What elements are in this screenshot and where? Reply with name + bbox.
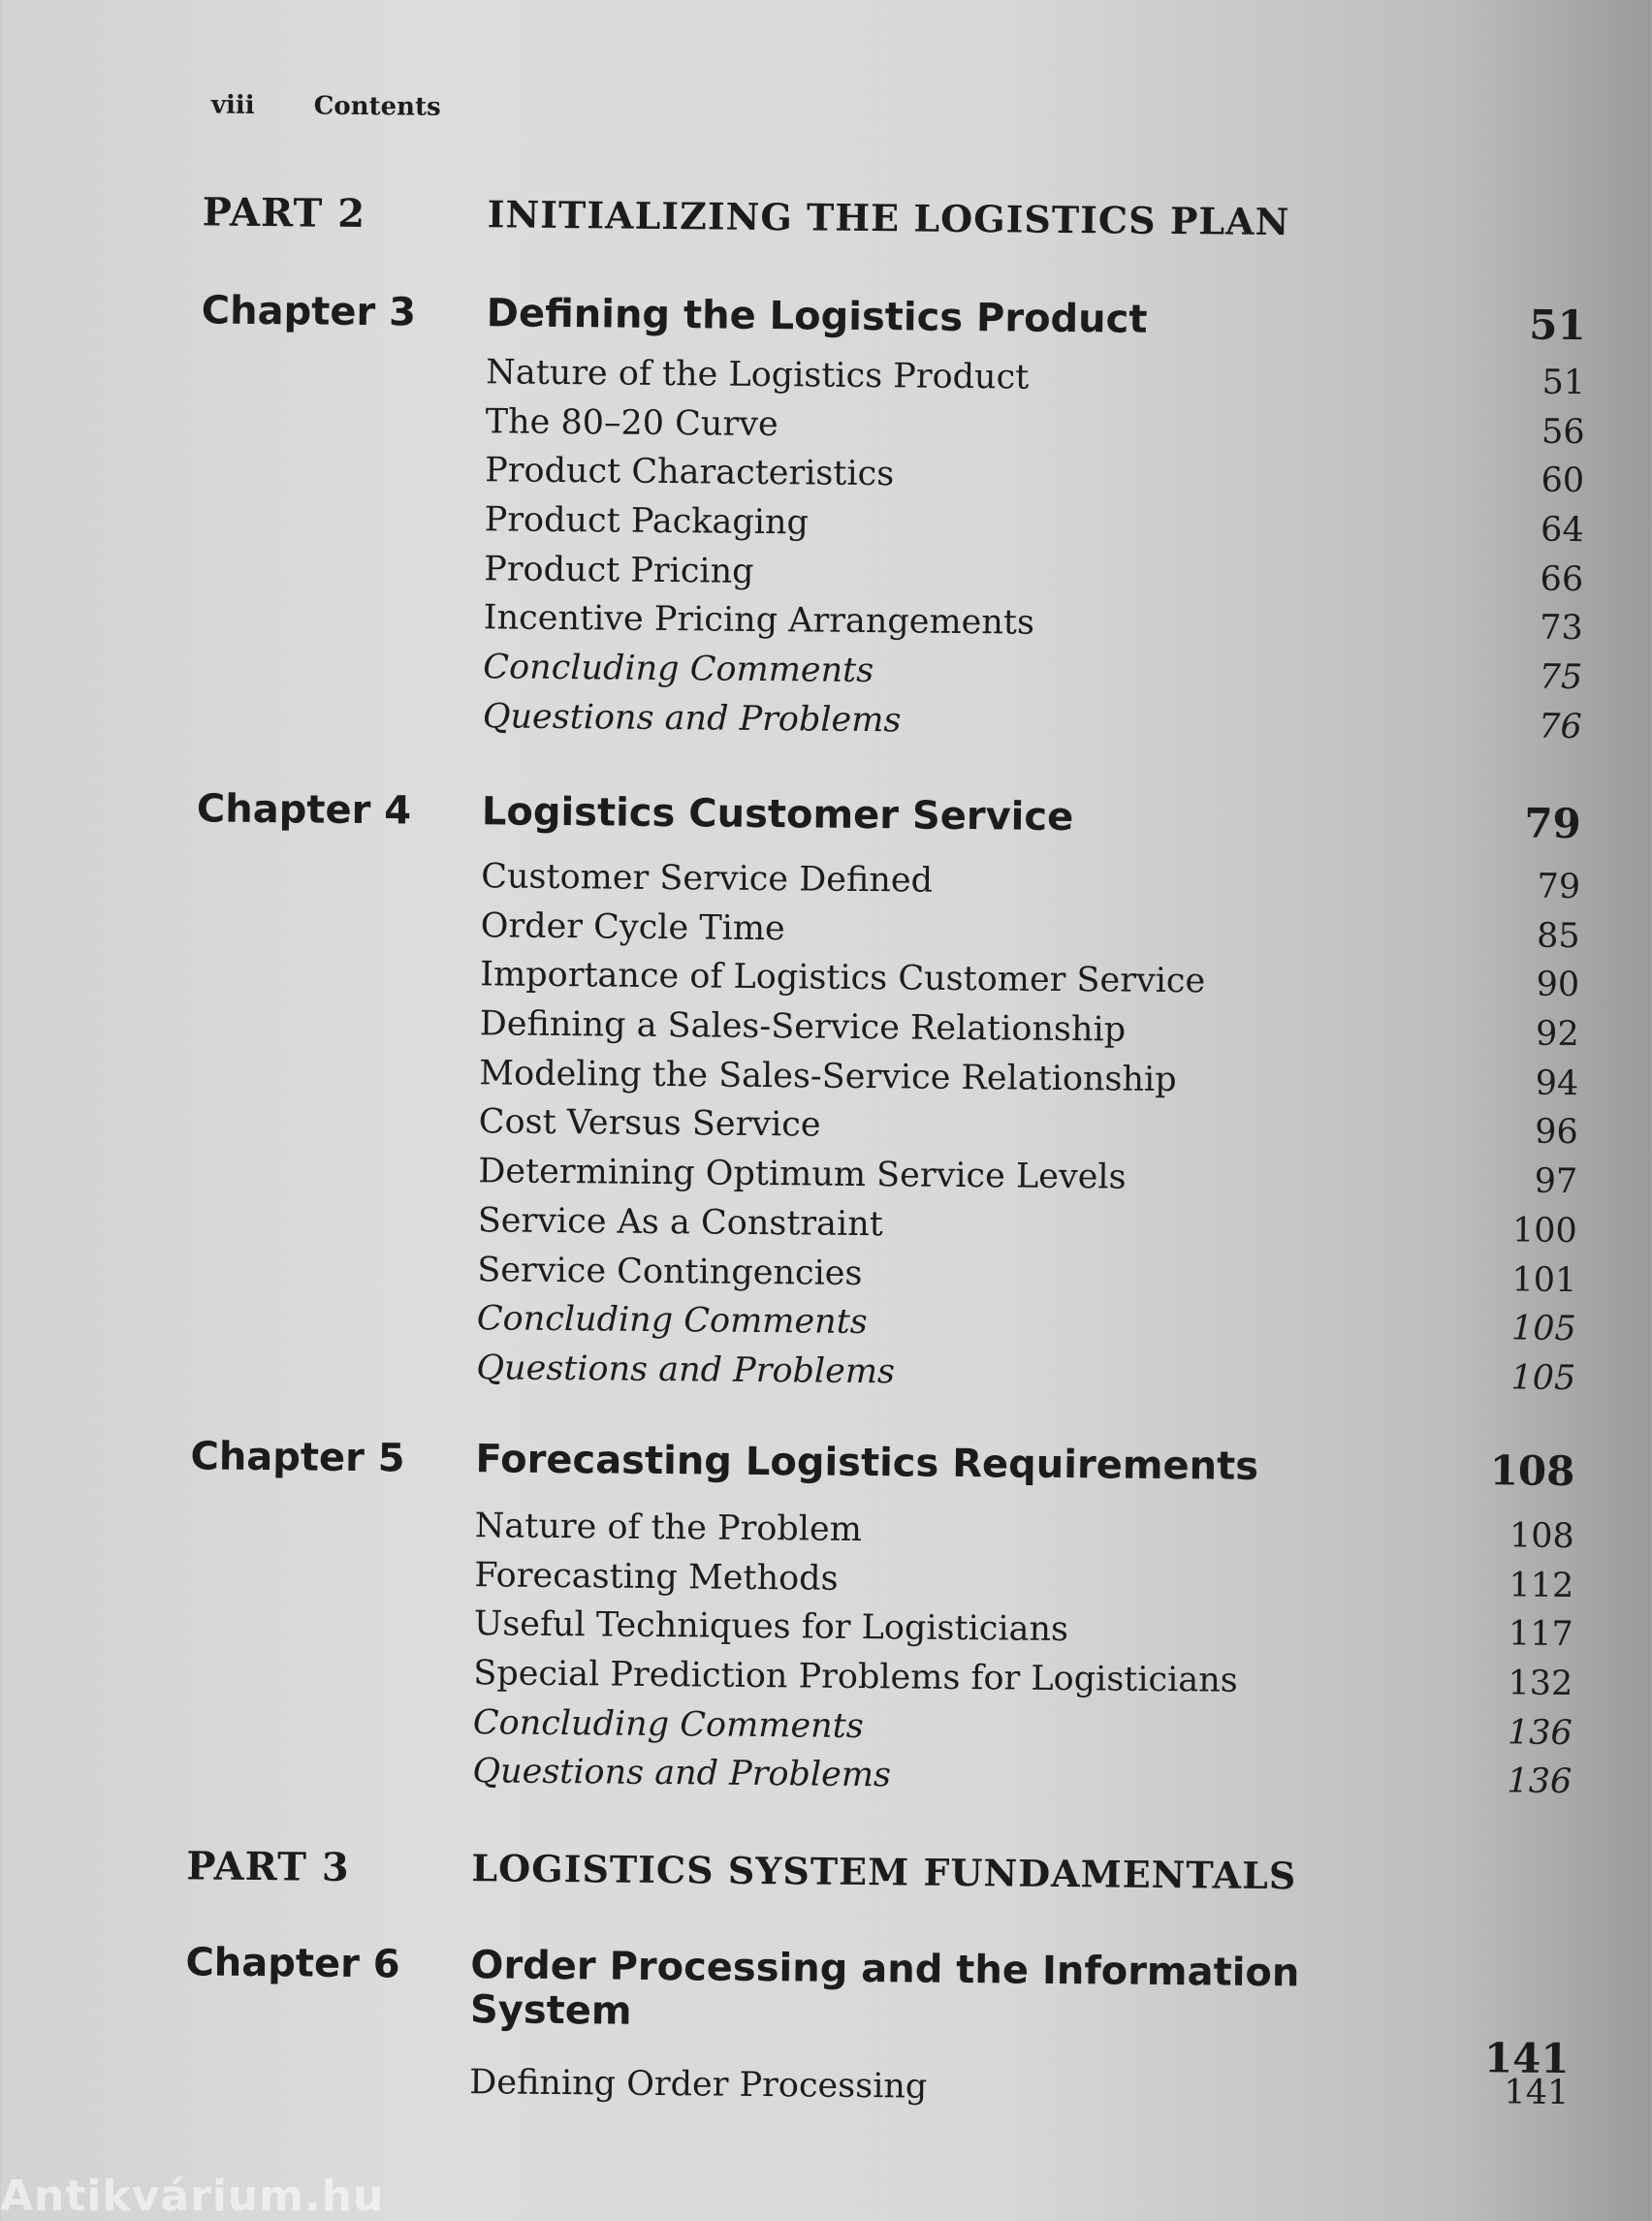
page-folio: viii <box>210 90 255 120</box>
chapter-6-entries <box>0 2058 1642 2123</box>
chapter-page-number: 79 <box>1524 799 1582 848</box>
entry-title: Incentive Pricing Arrangements <box>483 598 1035 644</box>
chapter-4-entries <box>0 852 1652 1409</box>
chapter-title: Forecasting Logistics Requirements <box>475 1437 1259 1489</box>
entry-page-number: 64 <box>1540 510 1584 551</box>
entry-page-number: 73 <box>1539 609 1583 649</box>
chapter-label: Chapter 5 <box>190 1434 405 1481</box>
chapter-3-entries <box>4 348 1652 757</box>
entry-title: Service Contingencies <box>477 1250 863 1293</box>
entry-title: Defining a Sales-Service Relationship <box>479 1004 1127 1050</box>
part-title: INITIALIZING THE LOGISTICS PLAN <box>487 192 1290 244</box>
chapter-page-number: 141 <box>1483 2034 1570 2083</box>
chapter-title: Order Processing and the Information System <box>469 1943 1300 2034</box>
chapter-6-heading <box>0 1938 1644 2083</box>
entry-title: Nature of the Problem <box>474 1507 863 1550</box>
entry-title: Modeling the Sales-Service Relationship <box>479 1053 1177 1099</box>
entry-title: Product Packaging <box>484 500 810 543</box>
part-2-heading <box>9 188 1652 244</box>
chapter-title: Logistics Customer Service <box>481 789 1074 841</box>
entry-page-number: 136 <box>1507 1761 1573 1802</box>
header-title: Contents <box>313 91 441 122</box>
entry-page-number: 75 <box>1539 657 1583 698</box>
entry-page-number: 90 <box>1536 966 1580 1005</box>
entry-title: Concluding Comments <box>472 1702 864 1746</box>
entry-page-number: 132 <box>1508 1664 1573 1704</box>
entry-title: Forecasting Methods <box>474 1555 839 1599</box>
chapter-5-heading <box>0 1432 1649 1496</box>
entry-page-number: 85 <box>1536 916 1580 956</box>
chapter-3-heading <box>8 286 1652 350</box>
chapter-4-heading <box>3 784 1652 848</box>
entry-page-number: 101 <box>1511 1259 1577 1300</box>
entry-page-number: 136 <box>1507 1713 1573 1753</box>
chapter-label: Chapter 4 <box>196 786 412 834</box>
entry-page-number: 51 <box>1541 363 1586 403</box>
entry-title: Service As a Constraint <box>477 1201 883 1245</box>
entry-page-number: 108 <box>1509 1516 1574 1557</box>
running-header <box>211 91 441 122</box>
entry-title: Product Characteristics <box>485 451 895 494</box>
entry-page-number: 105 <box>1510 1358 1576 1398</box>
entry-title: Questions and Problems <box>482 697 902 741</box>
entry-page-number: 94 <box>1535 1063 1579 1103</box>
part-label: PART 2 <box>202 189 366 238</box>
entry-title: The 80–20 Curve <box>485 401 778 444</box>
entry-page-number: 97 <box>1534 1161 1578 1202</box>
entry-page-number: 105 <box>1510 1309 1576 1349</box>
entry-page-number: 141 <box>1504 2073 1570 2113</box>
part-3-heading <box>0 1841 1645 1898</box>
entry-title: Concluding Comments <box>483 648 874 691</box>
part-title: LOGISTICS SYSTEM FUNDAMENTALS <box>471 1846 1297 1898</box>
entry-page-number: 117 <box>1508 1614 1573 1655</box>
entry-page-number: 100 <box>1511 1211 1577 1251</box>
chapter-label: Chapter 6 <box>185 1940 400 1987</box>
entry-title: Importance of Logistics Customer Service <box>480 955 1206 1001</box>
entry-title: Nature of the Logistics Product <box>486 353 1030 397</box>
entry-page-number: 56 <box>1541 412 1585 452</box>
entry-title: Concluding Comments <box>476 1299 868 1343</box>
entry-title: Cost Versus Service <box>478 1102 821 1146</box>
entry-title: Special Prediction Problems for Logisticians <box>473 1654 1238 1700</box>
entry-page-number: 96 <box>1534 1113 1578 1153</box>
chapter-title: Defining the Logistics Product <box>486 291 1148 342</box>
part-label: PART 3 <box>186 1843 350 1890</box>
entry-title: Defining Order Processing <box>469 2063 928 2107</box>
entry-title: Customer Service Defined <box>481 857 934 901</box>
chapter-label: Chapter 3 <box>201 288 417 335</box>
watermark: Antikvárium.hu <box>0 2172 385 2221</box>
entry-page-number: 79 <box>1537 867 1581 907</box>
entry-page-number: 60 <box>1541 461 1585 501</box>
toc-entry <box>0 2058 1642 2123</box>
entry-title: Product Pricing <box>484 549 754 591</box>
chapter-page-number: 51 <box>1529 301 1586 350</box>
entry-title: Questions and Problems <box>472 1752 892 1795</box>
entry-title: Useful Techniques for Logisticians <box>473 1604 1069 1650</box>
chapter-5-entries <box>0 1502 1648 1812</box>
entry-page-number: 76 <box>1539 707 1582 746</box>
entry-page-number: 66 <box>1540 559 1584 599</box>
entry-page-number: 92 <box>1535 1014 1579 1055</box>
entry-page-number: 112 <box>1509 1566 1574 1605</box>
entry-title: Questions and Problems <box>476 1348 896 1392</box>
chapter-page-number: 108 <box>1489 1446 1575 1496</box>
entry-title: Determining Optimum Service Levels <box>478 1152 1127 1197</box>
entry-title: Order Cycle Time <box>480 905 785 948</box>
